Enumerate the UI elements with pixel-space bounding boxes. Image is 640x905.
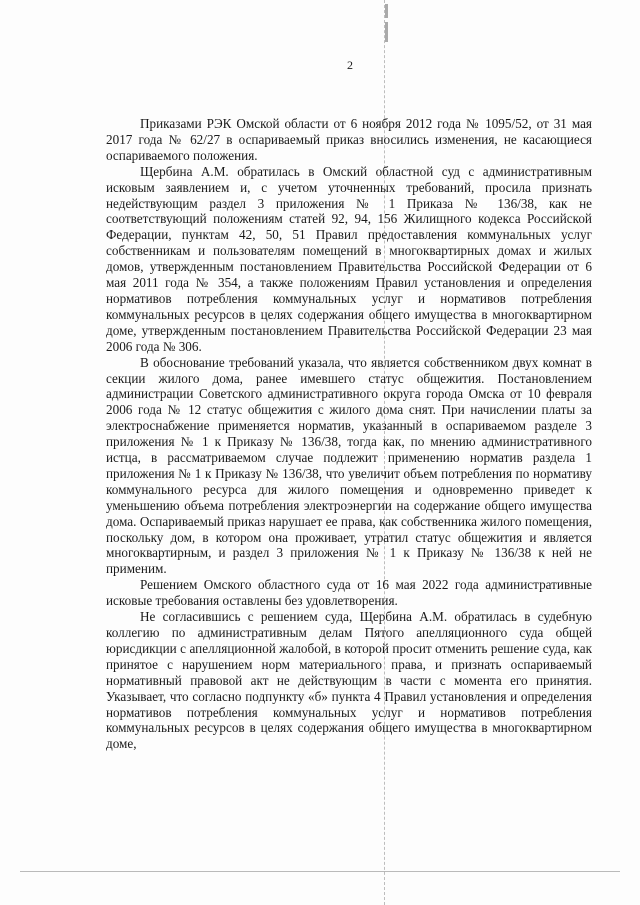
paragraph: Решением Омского областного суда от 16 мая 2022 года административные исковые требования оставлены без удовлетворения. bbox=[106, 577, 592, 609]
paragraph: Щербина А.М. обратилась в Омский областной суд с административным исковым заявлением и, с учетом уточненных требований, просила признать недействующим раздел 3 приложения № 1 Приказа № 136/38, как не соответствующий положениям статей 92, 94, 156 Жилищного кодекса Российской Федерации, пунктам 42, 50, 51 Правил предоставления коммунальных услуг собственникам и пользователям помещений в многоквартирных домах и жилых домов, утвержденным постановлением Правительства Российской Федерации от 6 мая 2011 года № 354, а также положениям Правил установления и определения нормативов потребления коммунальных услуг и нормативов потребления коммунальных ресурсов в целях содержания общего имущества в многоквартирном доме, утвержденным постановлением Правительства Российской Федерации 23 мая 2006 года № 306. bbox=[106, 163, 592, 354]
paragraph: Не согласившись с решением суда, Щербина А.М. обратилась в судебную коллегию по административным делам Пятого апелляционного суда общей юрисдикции с апелляционной жалобой, в которой просит отменить решение суда, как принятое с нарушением норм материального права, и признать оспариваемый нормативный правовой акт не действующим в части с момента его принятия. Указывает, что согласно подпункту «б» пункта 4 Правил установления и определения нормативов потребления коммунальных услуг и нормативов потребления коммунальных ресурсов в целях содержания общего имущества в многоквартирном доме, bbox=[106, 609, 592, 752]
scan-mark bbox=[385, 22, 388, 42]
document-body bbox=[106, 116, 592, 752]
scan-mark bbox=[385, 4, 388, 18]
scan-bottom-edge bbox=[20, 871, 620, 872]
paragraph: В обоснование требований указала, что является собственником двух комнат в секции жилого дома, ранее имевшего статус общежития. Постановлением администрации Советского административного округа города Омска от 10 февраля 2006 года № 12 статус общежития с жилого дома снят. При начислении платы за электроснабжение применяется норматив, указанный в оспариваемом разделе 3 приложения № 1 к Приказу № 136/38, тогда как, по мнению административного истца, в рассматриваемом случае подлежит применению норматив раздела 1 приложения № 1 к Приказу № 136/38, что увеличит объем потребления по нормативу коммунального ресурса для жилого помещения и одновременно приведет к уменьшению объема потребления электроэнергии на содержание общего имущества дома. Оспариваемый приказ нарушает ее права, как собственника жилого помещения, поскольку дом, в котором она проживает, утратил статус общежития и является многоквартирным, и раздел 3 приложения № 1 к Приказу № 136/38 к ней не применим. bbox=[106, 354, 592, 577]
paragraph: Приказами РЭК Омской области от 6 ноября 2012 года № 1095/52, от 31 мая 2017 года № 62/27 в оспариваемый приказ вносились изменения, не касающиеся оспариваемого положения. bbox=[106, 116, 592, 163]
page-number: 2 bbox=[347, 58, 353, 72]
